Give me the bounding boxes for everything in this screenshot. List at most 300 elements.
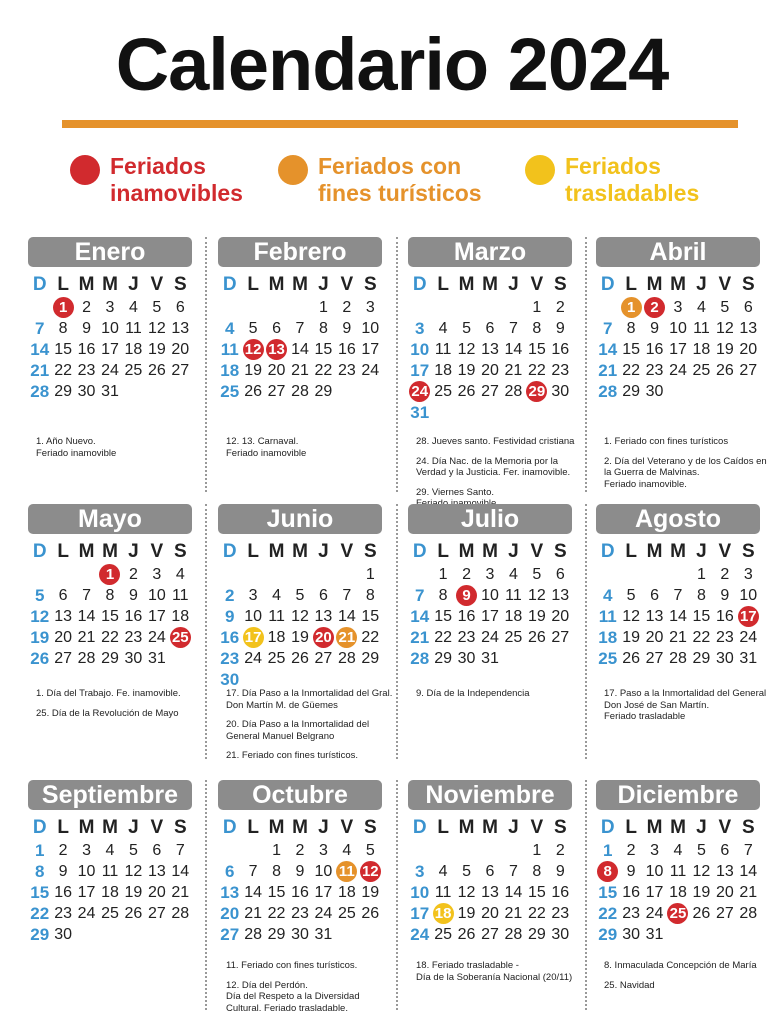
weekday-label: M [292,274,308,295]
weekday-label: M [78,274,95,295]
day: 11 [101,862,119,880]
weekday-label: D [222,817,237,838]
day: 8 [105,586,115,604]
month-notes [36,688,206,727]
empty-cell [408,297,431,318]
holiday-note: 9. Día de la Independencia [416,688,530,699]
day: 4 [696,298,706,316]
legend-label: Feriados inamovibles [110,153,243,206]
weekday-row [28,540,192,564]
days-grid [28,840,192,945]
day: 10 [244,607,263,625]
day: 8 [696,586,706,604]
day: 13 [147,862,166,880]
month-header: Septiembre [28,780,192,810]
legend-trasladables [525,153,699,207]
day: 27 [551,628,570,646]
day: 8 [318,319,328,337]
day: 20 [645,628,664,646]
day: 26 [457,382,476,400]
sunday-day: 29 [30,924,50,944]
day: 5 [365,841,375,859]
day: 3 [318,841,328,859]
weekday-label: J [696,541,707,562]
sunday-day: 7 [414,585,425,605]
holiday-turistico-day: 11 [336,861,357,882]
day: 23 [291,904,309,922]
day: 26 [457,925,476,943]
day: 2 [295,841,305,859]
day: 13 [551,586,570,604]
day: 15 [527,883,546,901]
holiday-note: 24. Día Nac. de la Memoria por la Verdad y la Justicia. Fer. inamovible. [416,455,571,478]
weekday-label: D [32,274,47,295]
day: 22 [527,904,546,922]
day: 4 [175,565,185,583]
weekday-label: M [78,817,95,838]
day: 4 [272,586,282,604]
day: 30 [457,649,476,667]
day: 24 [669,361,687,379]
holiday-note: 1. Día del Trabajo. Fe. inamovible. [36,688,181,699]
weekday-label: M [646,817,663,838]
day: 27 [147,904,166,922]
day: 30 [622,925,641,943]
weekday-label: J [318,274,329,295]
holiday-note: 17. Paso a la Inmortalidad del General Don José de San Martín. Feriado trasladable [604,688,767,722]
empty-cell [408,840,431,861]
day: 18 [267,628,286,646]
empty-cell [312,564,335,585]
day: 8 [365,586,375,604]
column-separator [585,504,587,759]
day: 13 [715,862,734,880]
day: 3 [82,841,92,859]
day: 14 [171,862,190,880]
sunday-day: 14 [30,339,50,359]
holiday-inamovible-day: 12 [360,861,381,882]
weekday-label: S [173,817,187,838]
day: 9 [58,862,68,880]
month-header: Mayo [28,504,192,534]
day: 2 [58,841,68,859]
weekday-row [218,540,382,564]
day: 23 [551,361,570,379]
sunday-day: 16 [220,627,240,647]
weekday-label: S [553,817,567,838]
day: 15 [692,607,711,625]
weekday-row [408,816,572,840]
day: 25 [267,649,286,667]
day: 24 [147,628,166,646]
holiday-note: 8. Inmaculada Concepción de María [604,960,757,971]
day: 17 [101,340,119,358]
day: 26 [622,649,641,667]
day: 28 [739,904,758,922]
holiday-note: 17. Día Paso a la Inmortalidad del Gral. Don Martín M. de Güemes [226,688,393,711]
empty-cell [431,297,454,318]
sunday-day: 10 [410,882,430,902]
column-separator [396,237,398,492]
day: 13 [54,607,73,625]
weekday-label: J [696,274,707,295]
month-septiembre [28,780,192,945]
day: 25 [337,904,356,922]
day: 10 [147,586,166,604]
day: 21 [171,883,190,901]
sunday-day: 22 [30,903,50,923]
day: 27 [715,904,734,922]
day: 30 [124,649,143,667]
day: 21 [739,883,758,901]
empty-cell [596,564,619,585]
day: 27 [481,382,499,400]
weekday-row [596,816,760,840]
weekday-label: S [553,274,567,295]
sunday-day: 21 [30,360,50,380]
day: 21 [244,904,263,922]
page-title: Calendario 2024 [115,23,669,106]
day: 19 [692,883,711,901]
day: 7 [295,319,305,337]
day: 30 [551,925,570,943]
weekday-label: M [458,817,475,838]
day: 3 [650,841,660,859]
day: 5 [462,862,472,880]
sunday-day: 11 [220,339,239,359]
empty-cell [502,840,525,861]
month-header: Julio [408,504,572,534]
day: 19 [147,340,166,358]
weekday-label: S [363,541,377,562]
day: 3 [105,298,115,316]
day: 16 [124,607,143,625]
sunday-day: 4 [602,585,613,605]
day: 10 [645,862,664,880]
sunday-day: 31 [410,402,430,422]
day: 7 [175,841,185,859]
day: 27 [645,649,664,667]
day: 19 [361,883,380,901]
day: 7 [82,586,92,604]
day: 10 [101,319,119,337]
holiday-inamovible-day: 25 [667,903,688,924]
sunday-day: 30 [220,669,240,689]
empty-cell [218,297,241,318]
weekday-label: J [508,541,519,562]
weekday-label: J [508,274,519,295]
holiday-note: 11. Feriado con fines turísticos. [226,960,358,971]
month-header: Enero [28,237,192,267]
day: 31 [481,649,499,667]
weekday-label: L [247,274,259,295]
month-header: Octubre [218,780,382,810]
empty-cell [596,297,619,318]
day: 20 [147,883,166,901]
holiday-note: 12. 13. Carnaval. Feriado inamovible [226,436,307,459]
holiday-inamovible-day: 25 [170,627,191,648]
weekday-label: V [340,541,354,562]
day: 19 [124,883,143,901]
day: 30 [715,649,734,667]
day: 23 [645,361,664,379]
sunday-day: 28 [30,381,50,401]
day: 10 [361,319,380,337]
day: 27 [54,649,73,667]
day: 6 [272,319,282,337]
day: 21 [504,361,523,379]
weekday-row [218,273,382,297]
day: 4 [438,319,448,337]
day: 2 [462,565,472,583]
day: 14 [77,607,96,625]
sunday-day: 7 [34,318,45,338]
weekday-label: S [173,274,187,295]
day: 14 [244,883,263,901]
weekday-label: L [625,817,637,838]
day: 17 [481,607,499,625]
days-grid [218,297,382,402]
day: 18 [434,361,453,379]
sunday-day: 17 [410,903,430,923]
weekday-label: M [646,274,663,295]
empty-cell [455,297,478,318]
day: 16 [645,340,664,358]
month-notes [604,960,774,999]
day: 8 [532,862,542,880]
weekday-label: S [553,541,567,562]
day: 11 [434,883,452,901]
weekday-label: L [437,817,449,838]
weekday-label: S [741,817,755,838]
day: 30 [645,382,664,400]
day: 5 [295,586,305,604]
day: 30 [54,925,73,943]
legend-label: Feriados con fines turísticos [318,153,482,206]
day: 17 [147,607,166,625]
day: 13 [739,319,758,337]
weekday-label: V [530,274,544,295]
month-abril [596,237,760,402]
empty-cell [28,564,51,585]
day: 26 [244,382,263,400]
day: 24 [77,904,96,922]
weekday-label: M [670,274,686,295]
day: 25 [504,628,523,646]
holiday-trasladable-day: 18 [433,903,454,924]
month-header: Febrero [218,237,382,267]
column-separator [205,504,207,759]
day: 22 [692,628,711,646]
sunday-day: 25 [598,648,618,668]
day: 31 [147,649,166,667]
day: 12 [147,319,166,337]
day: 18 [101,883,119,901]
holiday-inamovible-day: 1 [99,564,120,585]
weekday-label: D [600,274,615,295]
day: 4 [673,841,683,859]
weekday-label: V [150,817,164,838]
weekday-label: S [363,274,377,295]
day: 13 [481,340,499,358]
day: 1 [532,841,542,859]
day: 22 [54,361,73,379]
weekday-label: S [741,274,755,295]
day: 23 [77,361,96,379]
day: 17 [77,883,96,901]
day: 11 [268,607,285,625]
weekday-label: V [150,541,164,562]
weekday-label: D [412,541,427,562]
sunday-day: 21 [598,360,618,380]
day: 29 [692,649,711,667]
day: 15 [434,607,453,625]
weekday-label: M [102,274,118,295]
month-notes [226,436,396,467]
empty-cell [408,564,431,585]
day: 12 [457,883,476,901]
sunday-day: 15 [598,882,618,902]
day: 6 [58,586,68,604]
day: 1 [696,565,706,583]
weekday-row [408,540,572,564]
sunday-day: 21 [410,627,430,647]
day: 6 [650,586,660,604]
day: 30 [551,382,570,400]
weekday-label: J [318,817,329,838]
day: 3 [365,298,375,316]
day: 22 [314,361,333,379]
column-separator [585,237,587,492]
day: 8 [532,319,542,337]
weekday-label: L [625,541,637,562]
day: 31 [101,382,119,400]
weekday-label: V [150,274,164,295]
empty-cell [643,564,666,585]
day: 26 [361,904,380,922]
day: 16 [622,883,641,901]
weekday-label: S [363,817,377,838]
empty-cell [265,297,288,318]
day: 24 [314,904,333,922]
day: 23 [124,628,143,646]
day: 23 [54,904,73,922]
weekday-row [28,273,192,297]
month-header: Diciembre [596,780,760,810]
weekday-label: M [670,541,686,562]
day: 15 [54,340,73,358]
weekday-label: L [57,541,69,562]
holiday-inamovible-day: 24 [409,381,430,402]
holiday-inamovible-day: 12 [243,339,264,360]
day: 18 [692,340,711,358]
day: 12 [622,607,641,625]
day: 22 [622,361,641,379]
sunday-day: 14 [410,606,430,626]
empty-cell [218,840,241,861]
day: 27 [481,925,499,943]
weekday-label: V [718,541,732,562]
weekday-label: L [437,274,449,295]
weekday-label: L [57,274,69,295]
day: 21 [291,361,309,379]
day: 28 [669,649,687,667]
day: 16 [457,607,476,625]
day: 29 [54,382,73,400]
day: 17 [314,883,333,901]
day: 15 [101,607,119,625]
weekday-label: J [696,817,707,838]
days-grid [408,840,572,945]
sunday-day: 28 [598,381,618,401]
empty-cell [478,840,501,861]
day: 4 [105,841,115,859]
day: 27 [314,649,333,667]
day: 15 [267,883,286,901]
day: 3 [485,565,495,583]
day: 24 [244,649,263,667]
holiday-inamovible-day: 9 [456,585,477,606]
day: 6 [720,841,730,859]
day: 21 [669,628,687,646]
day: 19 [244,361,263,379]
sunday-day: 5 [34,585,45,605]
sunday-day: 4 [224,318,235,338]
weekday-label: V [340,274,354,295]
weekday-label: M [292,541,308,562]
day: 20 [551,607,570,625]
day: 9 [295,862,305,880]
weekday-label: M [670,817,686,838]
holiday-note: 29. Viernes Santo. [416,486,494,498]
day: 26 [692,904,711,922]
day: 29 [527,925,546,943]
day: 26 [527,628,546,646]
sunday-day: 18 [598,627,618,647]
month-notes [416,960,586,991]
day: 24 [739,628,758,646]
day: 19 [527,607,546,625]
days-grid [596,564,760,669]
month-mayo [28,504,192,669]
day: 2 [626,841,636,859]
day: 5 [626,586,636,604]
empty-cell [218,564,241,585]
month-notes [604,688,774,731]
day: 11 [125,319,142,337]
month-junio [218,504,382,690]
holiday-note: 25. Navidad [604,979,655,991]
day: 9 [555,862,565,880]
weekday-label: M [268,274,285,295]
day: 16 [551,340,570,358]
empty-cell [431,840,454,861]
day: 16 [337,340,356,358]
month-febrero [218,237,382,402]
day: 22 [101,628,119,646]
weekday-label: L [247,817,259,838]
day: 9 [555,319,565,337]
month-noviembre [408,780,572,945]
day: 24 [645,904,664,922]
sunday-day: 18 [220,360,240,380]
sunday-day: 14 [598,339,618,359]
sunday-day: 22 [598,903,618,923]
day: 14 [337,607,356,625]
day: 7 [508,319,518,337]
month-header: Agosto [596,504,760,534]
day: 30 [291,925,309,943]
